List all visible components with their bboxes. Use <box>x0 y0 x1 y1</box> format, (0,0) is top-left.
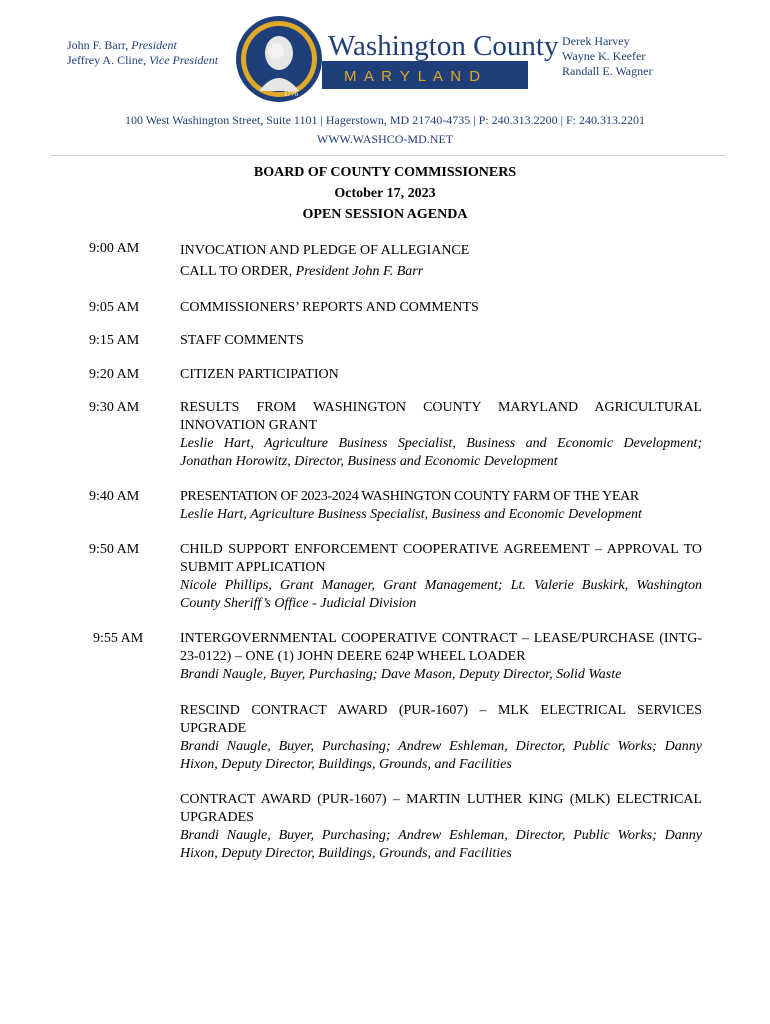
agenda-item-presenters: Brandi Naugle, Buyer, Purchasing; Andrew Eshleman, Director, Public Works; Danny Hixon, Deputy Director, Buildings, Grounds, and Facilities <box>180 739 702 772</box>
commissioner-name: Randall E. Wagner <box>562 64 653 78</box>
call-to-order-label: CALL TO ORDER, <box>180 264 296 279</box>
agenda-item-title: CHILD SUPPORT ENFORCEMENT COOPERATIVE AGREEMENT – APPROVAL TO SUBMIT APPLICATION <box>180 542 702 575</box>
washington-county-logo <box>234 13 559 105</box>
board-title: BOARD OF COUNTY COMMISSIONERS <box>253 165 517 180</box>
agenda-time: 9:55 AM <box>93 631 144 646</box>
agenda-item-title: STAFF COMMENTS <box>180 333 304 348</box>
agenda-item-presenters: Brandi Naugle, Buyer, Purchasing; Dave Mason, Deputy Director, Solid Waste <box>180 667 622 682</box>
agenda-time: 9:30 AM <box>89 400 140 415</box>
agenda-item-title: CONTRACT AWARD (PUR-1607) – MARTIN LUTHER KING (MLK) ELECTRICAL UPGRADES <box>180 792 702 825</box>
agenda-item-title: CITIZEN PARTICIPATION <box>180 367 339 382</box>
agenda-item-presenters: Leslie Hart, Agriculture Business Specialist, Business and Economic Development <box>180 507 642 522</box>
officers-left <box>67 38 218 68</box>
officer-name: John F. Barr, <box>67 38 132 52</box>
meeting-date: October 17, 2023 <box>334 186 436 201</box>
agenda-title: OPEN SESSION AGENDA <box>302 207 468 222</box>
agenda-item-title: INTERGOVERNMENTAL COOPERATIVE CONTRACT – LEASE/PURCHASE (INTG-23-0122) – ONE (1) JOHN DEERE 624P WHEEL LOADER <box>180 631 702 664</box>
header-divider <box>50 155 726 156</box>
agenda-item-title: INVOCATION AND PLEDGE OF ALLEGIANCE <box>180 243 470 258</box>
officer-vice-president <box>67 53 218 68</box>
address-line: 100 West Washington Street, Suite 1101 | Hagerstown, MD 21740-4735 | P: 240.313.2200 | F: 240.313.2201 <box>124 113 646 127</box>
agenda-titles <box>0 162 770 225</box>
officer-name: Jeffrey A. Cline, <box>67 53 150 67</box>
agenda-item-title: RESULTS FROM WASHINGTON COUNTY MARYLAND AGRICULTURAL INNOVATION GRANT <box>180 400 702 433</box>
agenda-item-title: COMMISSIONERS’ REPORTS AND COMMENTS <box>180 300 479 315</box>
website-link[interactable]: WWW.WASHCO-MD.NET <box>316 132 454 146</box>
agenda-time: 9:50 AM <box>89 542 140 557</box>
agenda-time: 9:20 AM <box>89 367 140 382</box>
agenda-item-presenters: Nicole Phillips, Grant Manager, Grant Management; Lt. Valerie Buskirk, Washington County Sheriff’s Office - Judicial Division <box>180 578 702 611</box>
call-to-order-presenter: President John F. Barr <box>295 264 424 279</box>
commissioner-name: Wayne K. Keefer <box>562 49 646 63</box>
commissioner-name: Derek Harvey <box>562 34 630 48</box>
logo-year: 1776 <box>284 90 298 98</box>
officer-role: President <box>131 38 177 52</box>
agenda-item-presenters: Brandi Naugle, Buyer, Purchasing; Andrew Eshleman, Director, Public Works; Danny Hixon, Deputy Director, Buildings, Grounds, and Facilities <box>180 828 702 861</box>
logo-title: Washington County <box>328 30 559 62</box>
agenda-item-call <box>180 261 702 282</box>
commissioners-right <box>562 34 652 79</box>
agenda-time: 9:15 AM <box>89 333 140 348</box>
agenda-time: 9:05 AM <box>89 300 140 315</box>
agenda-time: 9:40 AM <box>89 489 140 504</box>
agenda-item-presenters: Leslie Hart, Agriculture Business Specialist, Business and Economic Development; Jonathan Horowitz, Director, Business and Economic Development <box>180 436 702 469</box>
contact-block <box>0 111 770 149</box>
officer-role: Vice President <box>149 53 219 67</box>
agenda-time: 9:00 AM <box>89 241 140 256</box>
agenda-item-title: PRESENTATION OF 2023-2024 WASHINGTON COUNTY FARM OF THE YEAR <box>180 489 639 504</box>
agenda-item-title: RESCIND CONTRACT AWARD (PUR-1607) – MLK ELECTRICAL SERVICES UPGRADE <box>180 703 702 736</box>
logo-subtitle: M A R Y L A N D <box>344 68 483 85</box>
officer-president <box>67 38 218 53</box>
